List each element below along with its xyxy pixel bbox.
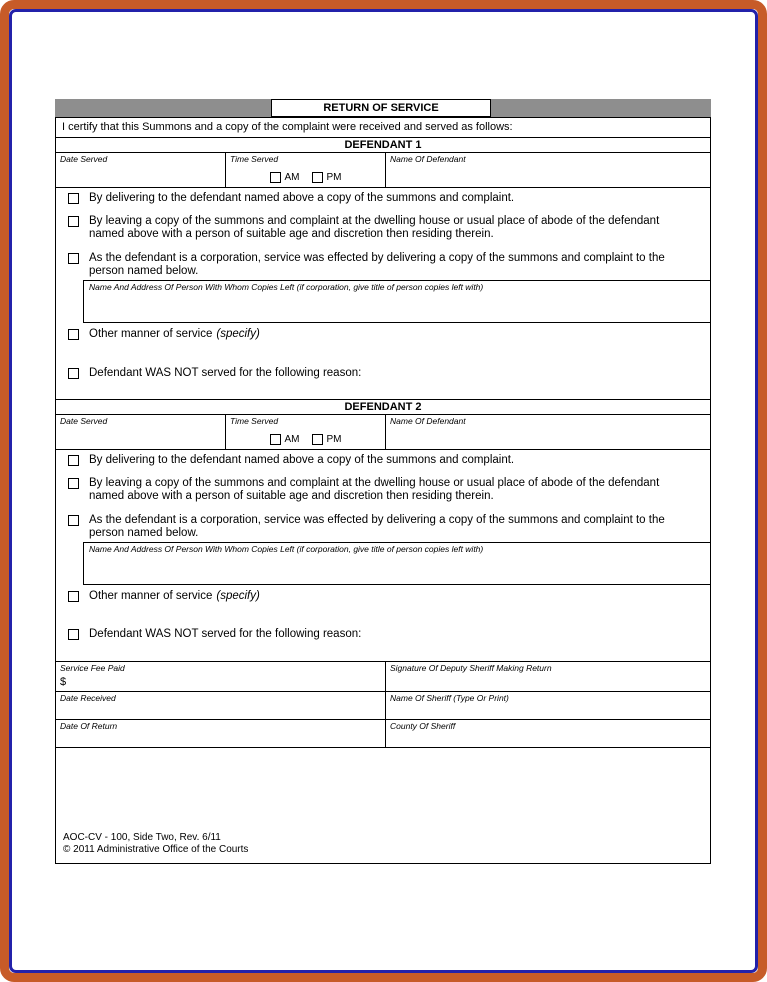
form-body bbox=[55, 117, 711, 864]
def2-delivering-checkbox[interactable] bbox=[68, 455, 79, 466]
other-manner-text bbox=[89, 328, 696, 341]
def2-am-checkbox[interactable] bbox=[270, 434, 281, 445]
header-gray-right bbox=[491, 99, 711, 117]
not-served-text: Defendant WAS NOT served for the following reason: bbox=[89, 367, 362, 379]
def2-pm-checkbox[interactable] bbox=[312, 434, 323, 445]
def1-delivering-item bbox=[56, 192, 710, 205]
def1-leaving-item bbox=[56, 215, 710, 241]
date-of-return-field[interactable] bbox=[56, 720, 386, 747]
def2-ampm-group bbox=[270, 434, 342, 445]
county-of-sheriff-field[interactable] bbox=[386, 720, 710, 747]
date-of-return-row bbox=[56, 720, 710, 748]
def1-time-served-field[interactable] bbox=[226, 153, 386, 187]
defendant1-header: DEFENDANT 1 bbox=[56, 138, 710, 153]
defendant2-service-options bbox=[56, 450, 710, 662]
form-page bbox=[12, 12, 755, 970]
name-of-defendant-label: Name Of Defendant bbox=[390, 416, 466, 426]
def1-leaving-checkbox[interactable] bbox=[68, 216, 79, 227]
county-of-sheriff-label: County Of Sheriff bbox=[390, 721, 456, 731]
not-served-text: Defendant WAS NOT served for the following reason: bbox=[89, 628, 362, 640]
def1-am-option bbox=[270, 172, 300, 183]
fee-signature-row bbox=[56, 662, 710, 692]
corporation-text: As the defendant is a corporation, service was effected by delivering a copy of the summons and complaint to the person named below. bbox=[89, 252, 665, 277]
return-of-service-form bbox=[55, 99, 711, 864]
def1-copies-left-field[interactable] bbox=[83, 280, 710, 323]
def2-leaving-checkbox[interactable] bbox=[68, 478, 79, 489]
other-manner-label: Other manner of service bbox=[89, 328, 213, 340]
delivering-text: By delivering to the defendant named above a copy of the summons and complaint. bbox=[89, 192, 515, 204]
def1-pm-checkbox[interactable] bbox=[312, 172, 323, 183]
leaving-text: By leaving a copy of the summons and complaint at the dwelling house or usual place of abode of the defendant named above with a person of suitable age and discretion then residing therein. bbox=[89, 477, 660, 502]
copies-left-label: Name And Address Of Person With Whom Copies Left (if corporation, give title of person copies left with) bbox=[89, 544, 484, 554]
def2-delivering-item bbox=[56, 454, 710, 467]
date-of-return-label: Date Of Return bbox=[60, 721, 118, 731]
form-title: RETURN OF SERVICE bbox=[271, 99, 491, 117]
specify-label: (specify) bbox=[216, 328, 260, 340]
delivering-text: By delivering to the defendant named above a copy of the summons and complaint. bbox=[89, 454, 515, 466]
form-number: AOC-CV - 100, Side Two, Rev. 6/11 bbox=[63, 832, 221, 843]
def1-pm-option bbox=[312, 172, 342, 183]
def2-not-served-item bbox=[56, 628, 710, 641]
date-served-label: Date Served bbox=[60, 416, 108, 426]
def2-corporation-checkbox[interactable] bbox=[68, 515, 79, 526]
def1-corporation-checkbox[interactable] bbox=[68, 253, 79, 264]
def1-corporation-item bbox=[56, 252, 710, 278]
def1-not-served-item bbox=[56, 367, 710, 380]
date-served-label: Date Served bbox=[60, 154, 108, 164]
signature-field[interactable] bbox=[386, 662, 710, 691]
def1-ampm-group bbox=[270, 172, 342, 183]
name-of-sheriff-field[interactable] bbox=[386, 692, 710, 719]
corporation-text: As the defendant is a corporation, service was effected by delivering a copy of the summons and complaint to the person named below. bbox=[89, 514, 665, 539]
date-received-label: Date Received bbox=[60, 693, 116, 703]
defendant1-field-row bbox=[56, 153, 710, 188]
signature-label: Signature Of Deputy Sheriff Making Return bbox=[390, 663, 552, 673]
def2-name-of-defendant-field[interactable] bbox=[386, 415, 710, 449]
am-label: AM bbox=[284, 172, 300, 183]
specify-label: (specify) bbox=[216, 590, 260, 602]
def2-other-manner-item bbox=[56, 590, 710, 603]
time-served-label: Time Served bbox=[230, 416, 279, 426]
time-served-label: Time Served bbox=[230, 154, 279, 164]
def2-leaving-item bbox=[56, 477, 710, 503]
am-label: AM bbox=[284, 434, 300, 445]
other-manner-text bbox=[89, 590, 696, 603]
def2-not-served-checkbox[interactable] bbox=[68, 629, 79, 640]
def2-am-option bbox=[270, 434, 300, 445]
certify-statement: I certify that this Summons and a copy of the complaint were received and served as follows: bbox=[56, 118, 710, 138]
def2-corporation-item bbox=[56, 514, 710, 540]
def2-other-manner-checkbox[interactable] bbox=[68, 591, 79, 602]
date-received-row bbox=[56, 692, 710, 720]
pm-label: PM bbox=[326, 434, 342, 445]
def1-date-served-field[interactable] bbox=[56, 153, 226, 187]
def1-not-served-checkbox[interactable] bbox=[68, 368, 79, 379]
copyright-line: © 2011 Administrative Office of the Courts bbox=[63, 844, 249, 855]
name-of-sheriff-label: Name Of Sheriff (Type Or Print) bbox=[390, 693, 509, 703]
leaving-text: By leaving a copy of the summons and complaint at the dwelling house or usual place of abode of the defendant named above with a person of suitable age and discretion then residing therein. bbox=[89, 215, 660, 240]
service-fee-paid-field[interactable] bbox=[56, 662, 386, 691]
name-of-defendant-label: Name Of Defendant bbox=[390, 154, 466, 164]
pm-label: PM bbox=[326, 172, 342, 183]
form-header-bar bbox=[55, 99, 711, 117]
form-footer bbox=[63, 832, 248, 856]
def1-delivering-checkbox[interactable] bbox=[68, 193, 79, 204]
def2-time-served-field[interactable] bbox=[226, 415, 386, 449]
date-received-field[interactable] bbox=[56, 692, 386, 719]
header-gray-left bbox=[55, 99, 271, 117]
def2-copies-left-field[interactable] bbox=[83, 542, 710, 585]
service-fee-paid-label: Service Fee Paid bbox=[60, 663, 125, 673]
other-manner-label: Other manner of service bbox=[89, 590, 213, 602]
def1-am-checkbox[interactable] bbox=[270, 172, 281, 183]
copies-left-label: Name And Address Of Person With Whom Copies Left (if corporation, give title of person copies left with) bbox=[89, 282, 484, 292]
defendant1-service-options bbox=[56, 188, 710, 400]
def2-date-served-field[interactable] bbox=[56, 415, 226, 449]
def1-other-manner-checkbox[interactable] bbox=[68, 329, 79, 340]
def1-other-manner-item bbox=[56, 328, 710, 341]
footer-area bbox=[56, 748, 710, 863]
def1-name-of-defendant-field[interactable] bbox=[386, 153, 710, 187]
defendant2-header: DEFENDANT 2 bbox=[56, 400, 710, 415]
service-fee-amount: $ bbox=[60, 676, 67, 688]
defendant2-field-row bbox=[56, 415, 710, 450]
def2-pm-option bbox=[312, 434, 342, 445]
